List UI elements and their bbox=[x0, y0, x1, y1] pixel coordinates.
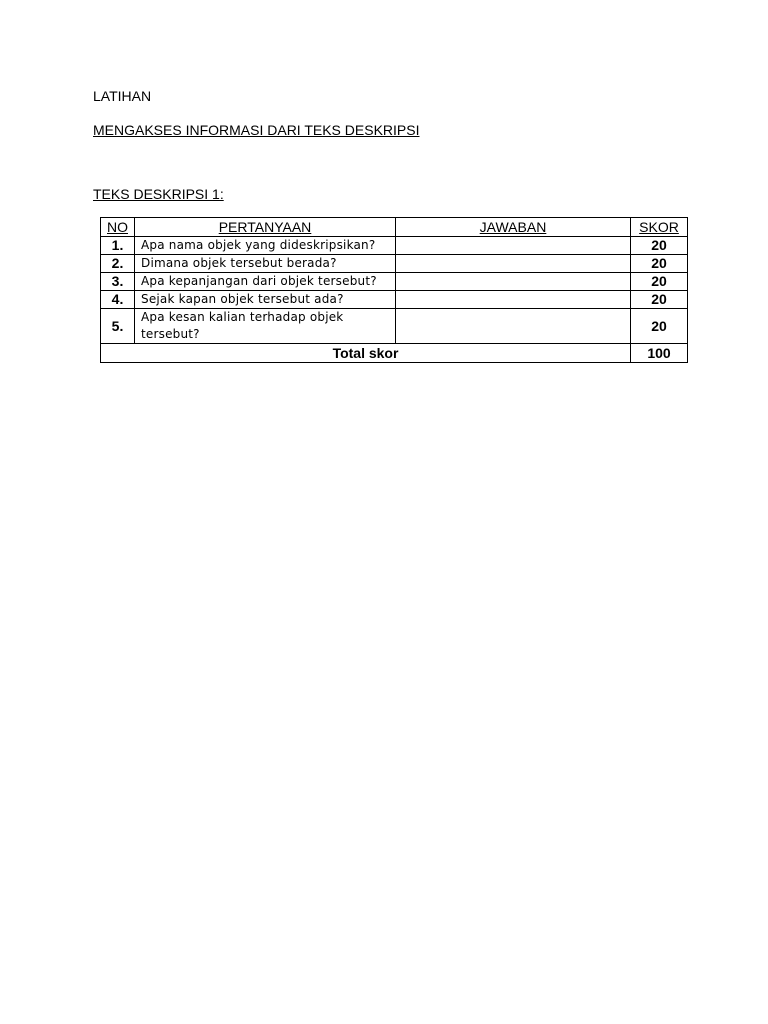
row-number: 1. bbox=[101, 237, 135, 255]
table-row bbox=[101, 255, 688, 273]
row-score: 20 bbox=[631, 291, 688, 309]
table-row bbox=[101, 309, 688, 344]
row-score: 20 bbox=[631, 255, 688, 273]
page-title: LATIHAN bbox=[93, 88, 152, 104]
total-value: 100 bbox=[631, 344, 688, 363]
row-answer-cell[interactable] bbox=[396, 237, 631, 255]
table-row bbox=[101, 237, 688, 255]
row-answer-cell[interactable] bbox=[396, 273, 631, 291]
table-header-row bbox=[101, 218, 688, 237]
row-score: 20 bbox=[631, 237, 688, 255]
total-row bbox=[101, 344, 688, 363]
table-row bbox=[101, 273, 688, 291]
row-score: 20 bbox=[631, 309, 688, 344]
row-answer-cell[interactable] bbox=[396, 309, 631, 344]
row-question: Apa nama objek yang dideskripsikan? bbox=[135, 237, 396, 255]
section-title: TEKS DESKRIPSI 1: bbox=[93, 186, 224, 202]
header-no: NO bbox=[101, 218, 135, 237]
row-number: 5. bbox=[101, 309, 135, 344]
document-subtitle: MENGAKSES INFORMASI DARI TEKS DESKRIPSI bbox=[93, 122, 420, 138]
row-number: 2. bbox=[101, 255, 135, 273]
row-answer-cell[interactable] bbox=[396, 255, 631, 273]
question-table bbox=[100, 217, 688, 363]
row-question: Apa kepanjangan dari objek tersebut? bbox=[135, 273, 396, 291]
row-question: Sejak kapan objek tersebut ada? bbox=[135, 291, 396, 309]
table-row bbox=[101, 291, 688, 309]
header-score: SKOR bbox=[631, 218, 688, 237]
row-number: 4. bbox=[101, 291, 135, 309]
header-answer: JAWABAN bbox=[396, 218, 631, 237]
header-question: PERTANYAAN bbox=[135, 218, 396, 237]
row-question: Dimana objek tersebut berada? bbox=[135, 255, 396, 273]
total-label: Total skor bbox=[101, 344, 631, 363]
row-score: 20 bbox=[631, 273, 688, 291]
row-number: 3. bbox=[101, 273, 135, 291]
row-answer-cell[interactable] bbox=[396, 291, 631, 309]
row-question: Apa kesan kalian terhadap objek tersebut? bbox=[135, 309, 396, 344]
